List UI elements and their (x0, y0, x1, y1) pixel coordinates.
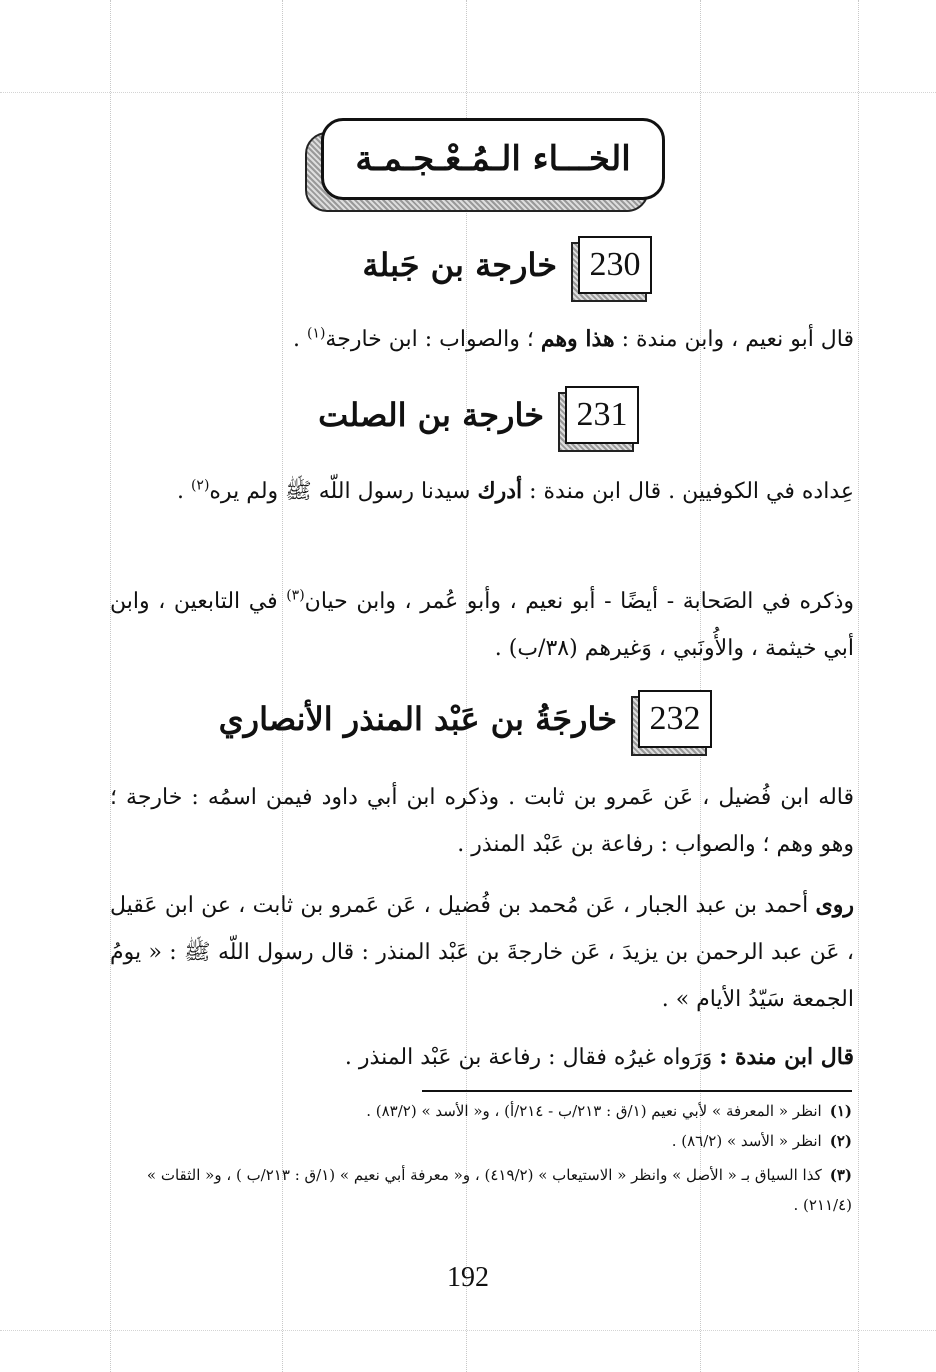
entry-name: خارجَةُ بن عَبْد المنذر الأنصاري (218, 700, 617, 738)
chapter-title: الخـــاء الـمُـعْـجـمـة (321, 118, 665, 200)
footnote-ref: (١) (306, 325, 326, 342)
guide-line (0, 92, 936, 93)
page-number: 192 (447, 1262, 489, 1293)
entry-heading (219, 690, 711, 748)
entry-number-box (558, 386, 638, 444)
entry-number: 231 (565, 386, 639, 444)
entry-number-box (631, 690, 711, 748)
entry-heading (318, 386, 638, 444)
entry-number: 232 (638, 690, 712, 748)
entry-paragraph: وذكره في الصَحابة - أيضًا - أبو نعيم ، وأبو عُمر ، وابن حيان$^{(٣)}$ في التابعين ، وابن أبي خيثمة ، والأُونَبي ، وَغيرهم (٣٨/ب) . (110, 587, 855, 661)
footnote-text: انظر « الأسد » (٨٦/٢) . (671, 1132, 822, 1150)
entry-heading (362, 236, 651, 294)
footnote-ref: (٢) (190, 477, 210, 494)
chapter-header (305, 118, 663, 210)
entry-name: خارجة بن الصلت (318, 396, 544, 434)
entry-name: خارجة بن جَبلة (362, 246, 557, 284)
footnote (110, 1126, 852, 1156)
entry-number-box (571, 236, 651, 294)
footnote-text: انظر « المعرفة » لأبي نعيم (١/ق : ٢١٣/ب - ٢١٤/أ) ، و« الأسد » (٨٣/٢) . (366, 1102, 822, 1120)
entry-paragraph: عِداده في الكوفيين . قال ابن مندة : أدرك سيدنا رسول اللّه ﷺ ولم يره$^{(٢)}$ . (176, 477, 854, 504)
entry-paragraph: قال ابن مندة : وَرَواه غيرُه فقال : رفاعة بن عَبْد المنذر . (344, 1044, 854, 1070)
entry-paragraph: قال أبو نعيم ، وابن مندة : هذا وهم ؛ والصواب : ابن خارجة$^{(١)}$ . (292, 325, 854, 352)
footnote-mark: (٣) (829, 1166, 852, 1184)
entry-paragraph: قاله ابن فُضيل ، عَن عَمرو بن ثابت . وذكره ابن أبي داود فيمن اسمُه : خارجة ؛ وهو وهم ؛ والصواب : رفاعة بن عَبْد المنذر . (110, 785, 855, 857)
footnote-ref: (٣) (286, 587, 305, 604)
footnote-mark: (١) (829, 1102, 852, 1120)
footnote-text: كذا السياق بـ « الأصل » وانظر « الاستيعاب » (٤١٩/٢) ، و« معرفة أبي نعيم » (١/ق : ٢١٣/ب ) ، و« الثقات » (٢١١/٤) . (146, 1166, 852, 1214)
footnote-separator (422, 1090, 852, 1092)
footnote (110, 1096, 852, 1126)
guide-line (0, 1330, 936, 1331)
entry-number: 230 (578, 236, 652, 294)
footnote-mark: (٢) (829, 1132, 852, 1150)
entry-paragraph: روى أحمد بن عبد الجبار ، عَن مُحمد بن فُضيل ، عَن عَمرو بن ثابت ، عن ابن عَقيل ، عَن عبد الرحمن بن يزيدَ ، عَن خارجةَ بن عَبْد المنذر : قال رسول اللّه ﷺ : « يومُ الجمعة سَيّدُ الأيام » . (110, 892, 854, 1012)
guide-line (858, 0, 859, 1372)
footnote (110, 1160, 852, 1220)
